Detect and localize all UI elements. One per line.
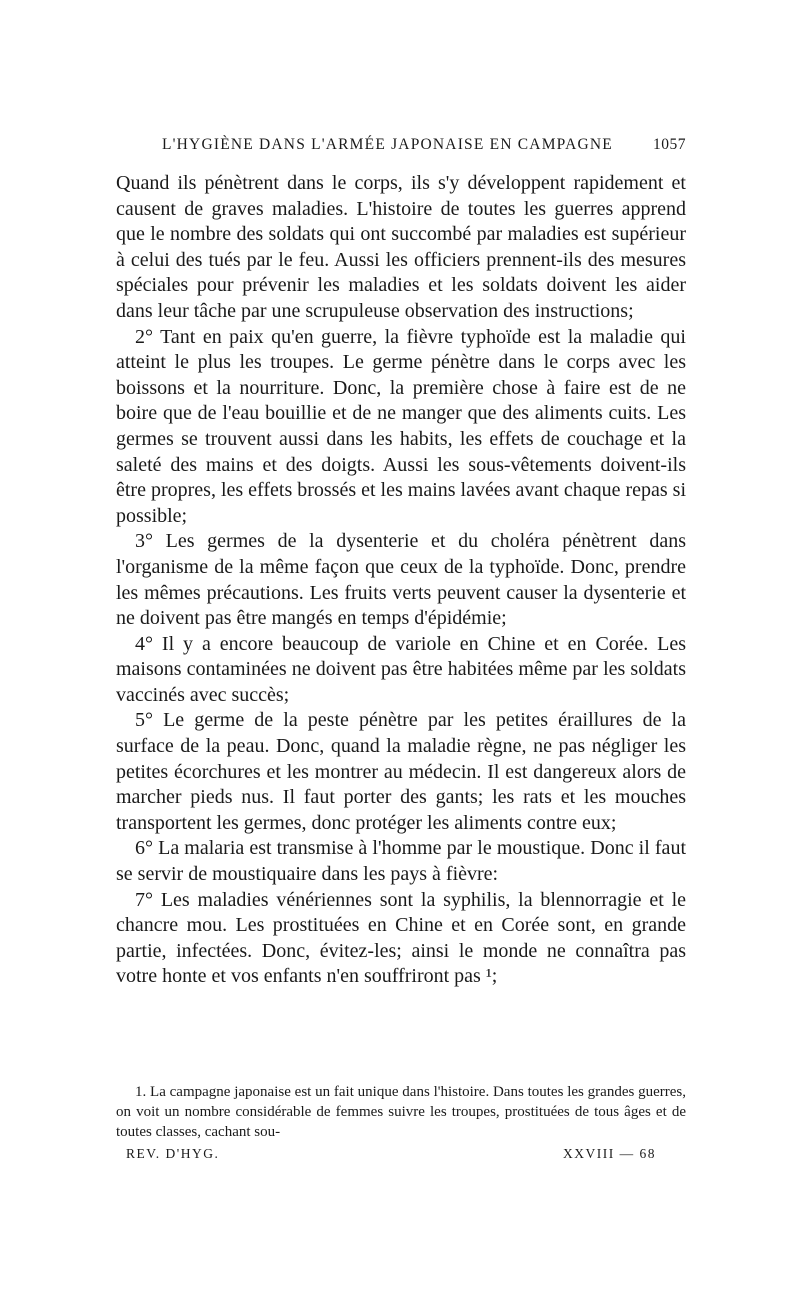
journal-signature: REV. D'HYG. <box>126 1146 220 1161</box>
footnote: 1. La campagne japonaise est un fait unique dans l'histoire. Dans toutes les grandes guerres, on voit un nombre considérable de femmes suivre les troupes, prostituées de tous âges et de toutes classes, cachant sou- <box>116 1084 686 1140</box>
paragraph-continuation: Quand ils pénètrent dans le corps, ils s'y développent rapidement et causent de graves maladies. L'histoire de toutes les guerres apprend que le nombre des soldats qui ont succombé par maladies est supérieur à celui des tués par le feu. Aussi les officiers prennent-ils des mesures spéciales pour prévenir les maladies et les soldats doivent les aider dans leur tâche par une scrupuleuse observation des instructions; <box>116 172 686 322</box>
paragraph-item-4: 4° Il y a encore beaucoup de variole en Chine et en Corée. Les maisons contaminées ne doivent pas être habitées même par les soldats vaccinés avec succès; <box>116 632 686 706</box>
paragraph-item-6: 6° La malaria est transmise à l'homme par le moustique. Donc il faut se servir de moustiquaire dans les pays à fièvre: <box>116 837 686 886</box>
running-title: L'HYGIÈNE DANS L'ARMÉE JAPONAISE EN CAMPAGNE <box>162 136 613 153</box>
paragraph-item-7: 7° Les maladies vénériennes sont la syphilis, la blennorragie et le chancre mou. Les prostituées en Chine et en Corée sont, en grande partie, infectées. Donc, évitez-les; ainsi le monde ne connaîtra pas votre honte et vos enfants n'en souffriront pas ¹; <box>116 888 686 988</box>
page-number: 1057 <box>653 136 686 153</box>
paragraph-item-3: 3° Les germes de la dysenterie et du choléra pénètrent dans l'organisme de la même façon que ceux de la typhoïde. Donc, prendre les mêmes précautions. Les fruits verts peuvent causer la dysenterie et ne doivent pas être mangés en temps d'épidémie; <box>116 530 686 630</box>
paragraph-item-5: 5° Le germe de la peste pénètre par les petites éraillures de la surface de la peau. Donc, quand la maladie règne, ne pas négliger les petites écorchures et les montrer au médecin. Il est dangereux alors de marcher pieds nus. Il faut porter des gants; les rats et les mouches transportent les germes, donc protéger les aliments contre eux; <box>116 709 686 834</box>
body-text <box>116 171 686 990</box>
paragraph-item-2: 2° Tant en paix qu'en guerre, la fièvre typhoïde est la maladie qui atteint le plus les troupes. Le germe pénètre dans le corps avec les boissons et la nourriture. Donc, la première chose à faire est de ne boire que de l'eau bouillie et de ne manger que des aliments cuits. Les germes se trouvent aussi dans les habits, les effets de couchage et la saleté des mains et des doigts. Aussi les sous-vêtements doivent-ils être propres, les effets brossés et les mains lavées avant chaque repas si possible; <box>116 325 686 527</box>
volume-signature: XXVIII — 68 <box>563 1146 656 1161</box>
